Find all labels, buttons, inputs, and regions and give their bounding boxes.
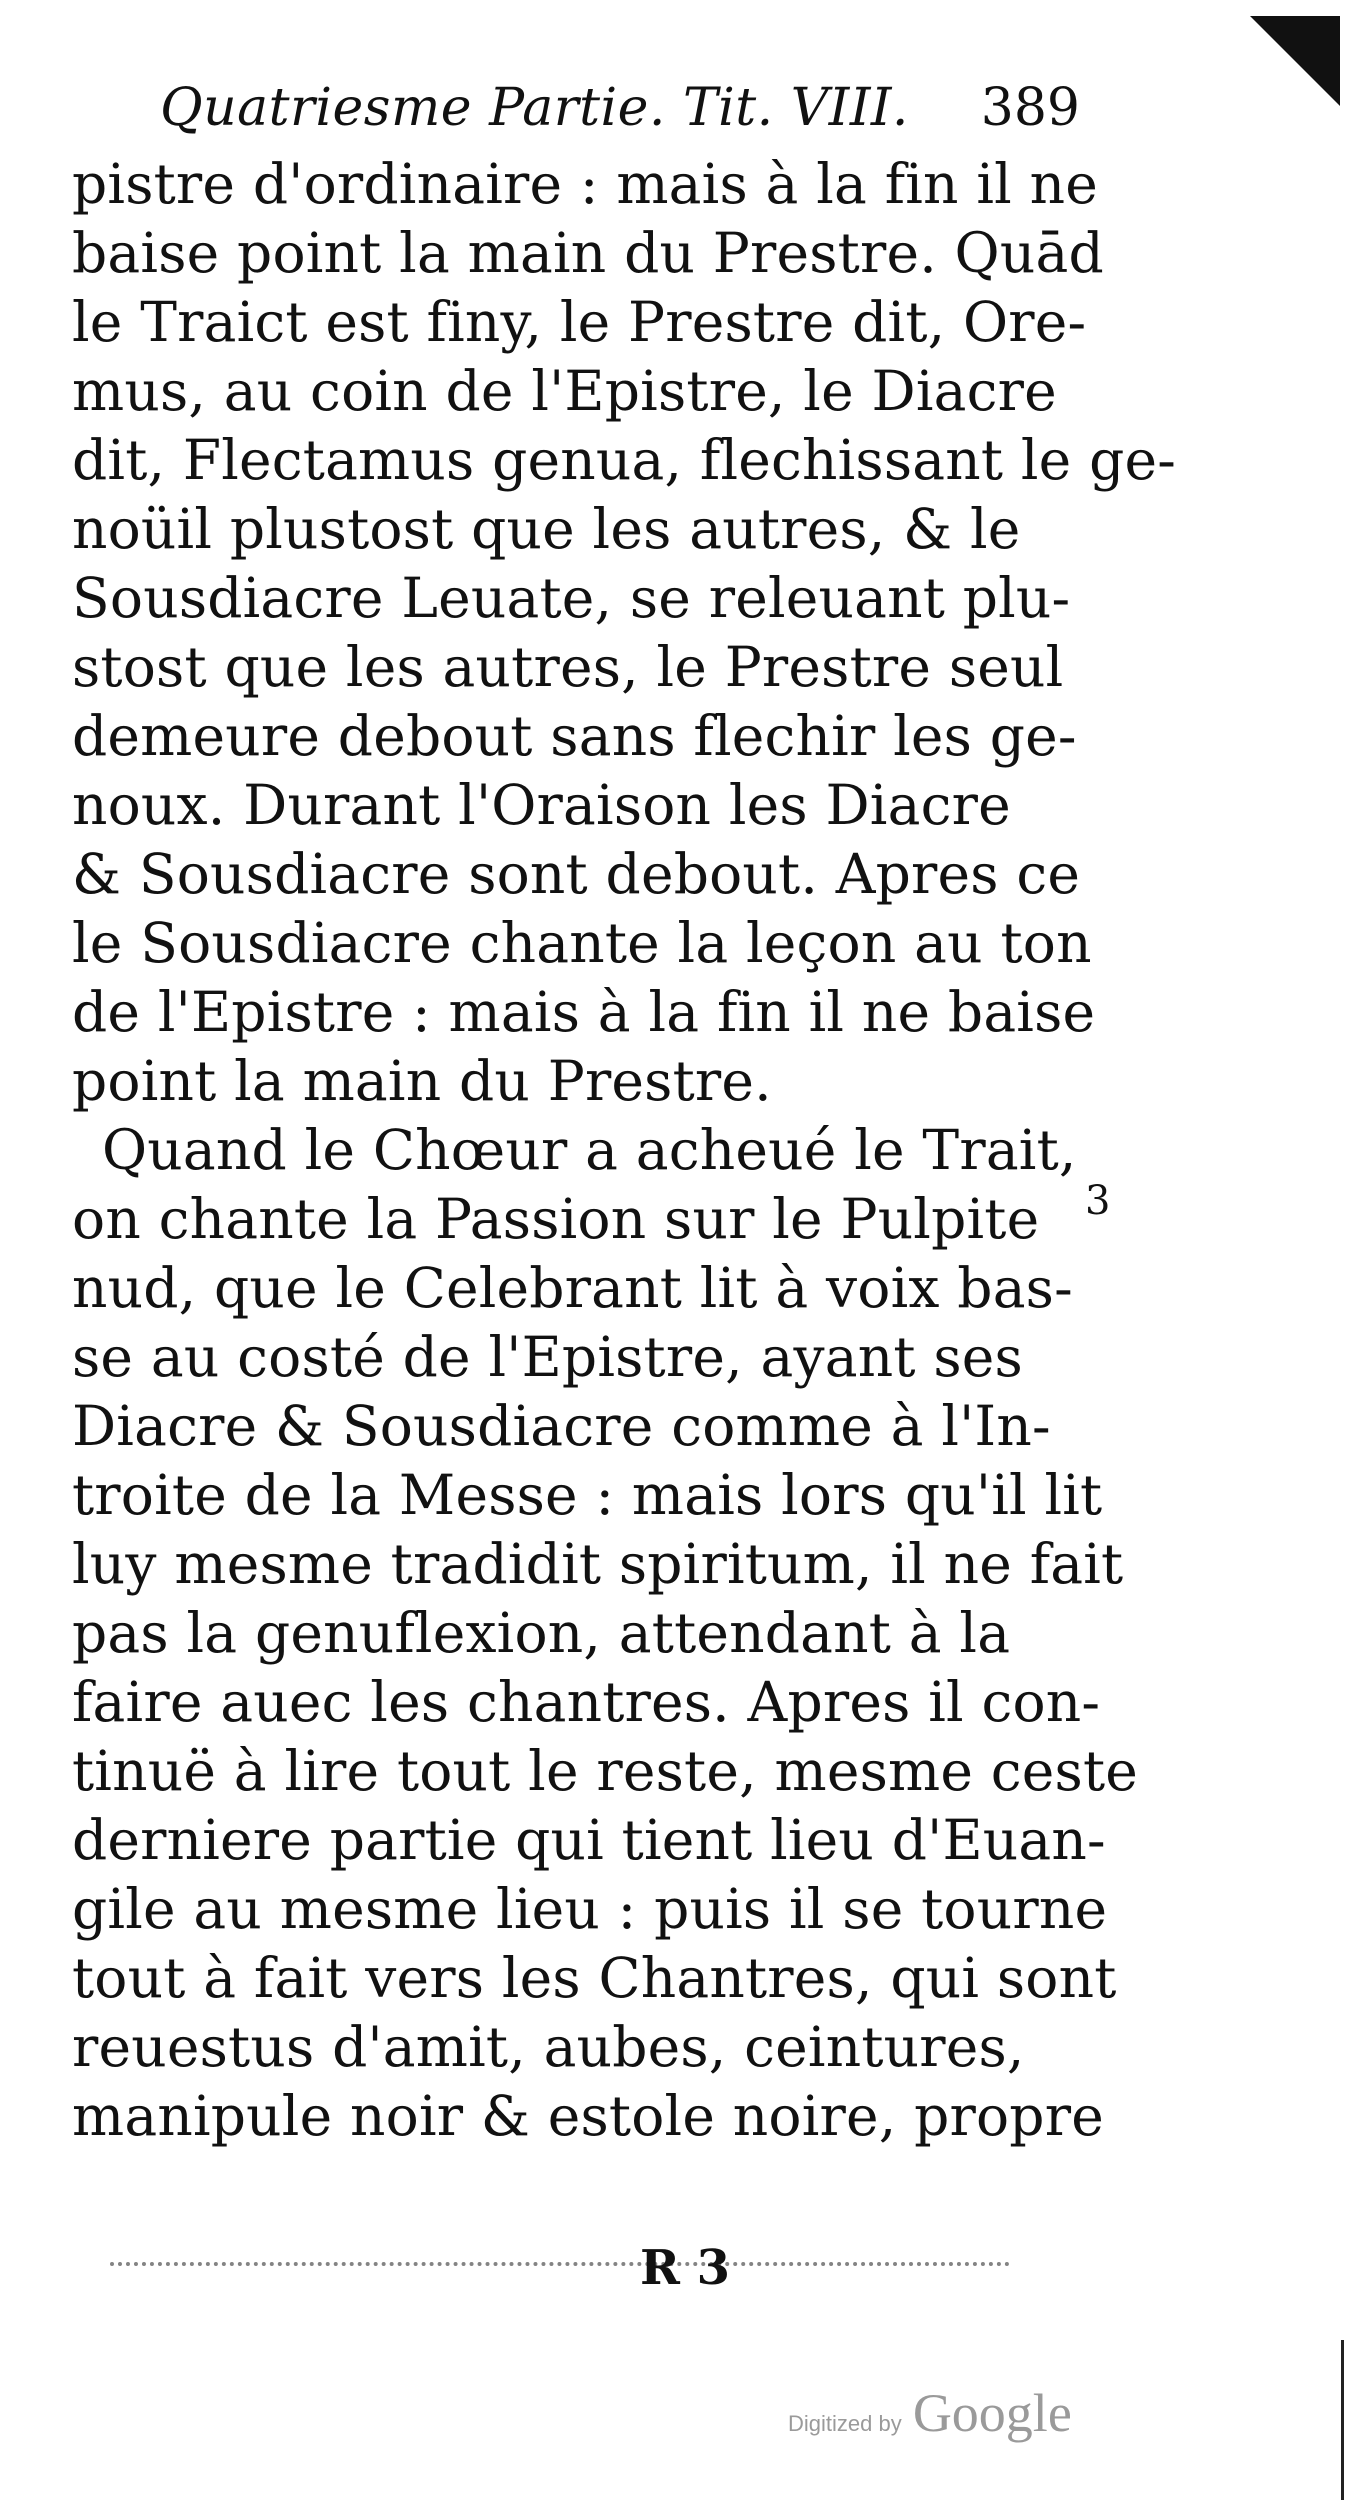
running-title: Quatriesme Partie. Tit. VIII. <box>160 78 909 138</box>
text-line: manipule noir & estole noire, propre <box>72 2084 1104 2148</box>
text-line: tinuë à lire tout le reste, mesme ceste <box>72 1739 1139 1803</box>
text-line: gile au mesme lieu : puis il se tourne <box>72 1877 1108 1941</box>
text-line: demeure debout sans flechir les ge- <box>72 704 1077 768</box>
page-edge-line <box>1341 2340 1344 2500</box>
text-line: noüil plustost que les autres, & le <box>72 497 1021 561</box>
text-line: Sousdiacre Leuate, se releuant plu- <box>72 566 1071 630</box>
text-line: pistre d'ordinaire : mais à la fin il ne <box>72 152 1098 216</box>
text-line: luy mesme tradidit spiritum, il ne fait <box>72 1532 1124 1596</box>
text-line: faire auec les chantres. Apres il con- <box>72 1670 1101 1734</box>
watermark-prefix: Digitized by <box>788 2411 902 2436</box>
text-line: tout à fait vers les Chantres, qui sont <box>72 1946 1117 2010</box>
text-line: nud, que le Celebrant lit à voix bas- <box>72 1256 1073 1320</box>
text-line: & Sousdiacre sont debout. Apres ce <box>72 842 1081 906</box>
text-line: pas la genuflexion, attendant à la <box>72 1601 1011 1665</box>
print-specks-divider <box>110 2262 1010 2286</box>
paragraph-start-line: Quand le Chœur a acheué le Trait, <box>102 1118 1077 1182</box>
text-line: dit, Flectamus genua, flechissant le ge- <box>72 428 1177 492</box>
page-number: 389 <box>980 78 1080 138</box>
page-header <box>160 78 1080 148</box>
text-line: stost que les autres, le Prestre seul <box>72 635 1064 699</box>
google-logo-text: Google <box>912 2383 1072 2443</box>
marginal-note-number: 3 <box>1085 1178 1111 1224</box>
text-line: se au costé de l'Epistre, ayant ses <box>72 1325 1023 1389</box>
corner-fold-mark <box>1250 16 1340 106</box>
text-line: reuestus d'amit, aubes, ceintures, <box>72 2015 1025 2079</box>
text-line: derniere partie qui tient lieu d'Euan- <box>72 1808 1106 1872</box>
text-line: le Sousdiacre chante la leçon au ton <box>72 911 1092 975</box>
text-line: point la main du Prestre. <box>72 1049 772 1113</box>
text-line: on chante la Passion sur le Pulpite <box>72 1187 1040 1251</box>
text-line: baise point la main du Prestre. Quād <box>72 221 1104 285</box>
body-text <box>72 150 1177 2151</box>
text-line: Diacre & Sousdiacre comme à l'In- <box>72 1394 1051 1458</box>
text-line: troite de la Messe : mais lors qu'il lit <box>72 1463 1103 1527</box>
signature-mark: R 3 <box>640 2240 730 2296</box>
text-line: le Traict est finy, le Prestre dit, Ore- <box>72 290 1087 354</box>
text-line: de l'Epistre : mais à la fin il ne baise <box>72 980 1096 1044</box>
text-line: noux. Durant l'Oraison les Diacre <box>72 773 1011 837</box>
text-line: mus, au coin de l'Epistre, le Diacre <box>72 359 1057 423</box>
digitized-watermark <box>788 2382 1072 2444</box>
